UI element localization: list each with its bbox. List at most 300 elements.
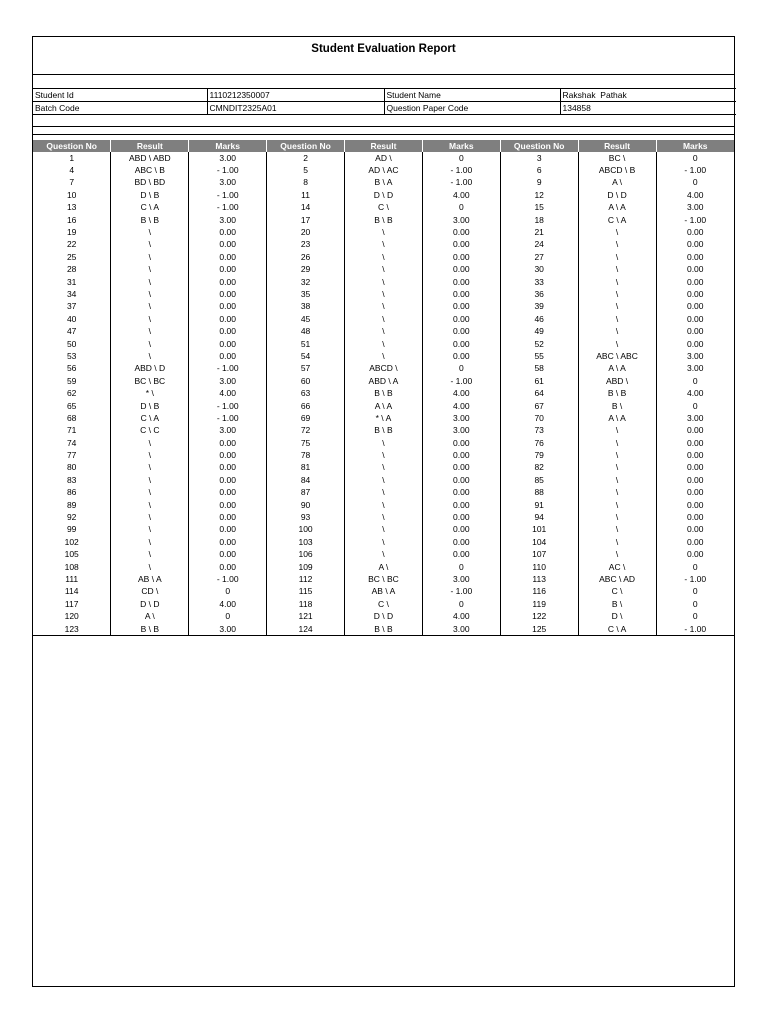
result-cell: C \: [345, 598, 423, 610]
marks-cell: 0.00: [656, 276, 734, 288]
column-header: Question No: [500, 140, 578, 152]
question-no-cell: 121: [267, 610, 345, 622]
divider: [33, 134, 734, 135]
question-no-cell: 32: [267, 276, 345, 288]
marks-cell: 0.00: [189, 511, 267, 523]
result-cell: \: [578, 325, 656, 337]
result-cell: \: [111, 301, 189, 313]
question-no-cell: 124: [267, 623, 345, 636]
marks-cell: 3.00: [189, 177, 267, 189]
paper-code-value: 134858: [560, 102, 736, 115]
result-cell: \: [345, 449, 423, 461]
question-no-cell: 114: [33, 586, 111, 598]
question-no-cell: 122: [500, 610, 578, 622]
marks-cell: 3.00: [656, 363, 734, 375]
table-row: [33, 202, 734, 214]
marks-cell: 4.00: [189, 387, 267, 399]
result-cell: B \ B: [345, 387, 423, 399]
marks-cell: 0.00: [422, 226, 500, 238]
results-table: [33, 140, 734, 636]
result-cell: * \ A: [345, 412, 423, 424]
question-no-cell: 75: [267, 437, 345, 449]
marks-cell: 0.00: [656, 462, 734, 474]
result-cell: \: [345, 511, 423, 523]
result-cell: \: [578, 474, 656, 486]
question-no-cell: 39: [500, 301, 578, 313]
report-title: Student Evaluation Report: [311, 43, 456, 55]
marks-cell: 0.00: [422, 499, 500, 511]
marks-cell: 0.00: [189, 251, 267, 263]
result-cell: \: [578, 536, 656, 548]
result-cell: BC \ BC: [111, 375, 189, 387]
result-cell: D \ D: [578, 189, 656, 201]
marks-cell: 0.00: [656, 449, 734, 461]
marks-cell: 0.00: [422, 288, 500, 300]
marks-cell: 0.00: [656, 474, 734, 486]
question-no-cell: 81: [267, 462, 345, 474]
result-cell: \: [578, 338, 656, 350]
question-no-cell: 109: [267, 561, 345, 573]
marks-cell: 0.00: [656, 338, 734, 350]
result-cell: BD \ BD: [111, 177, 189, 189]
marks-cell: 0.00: [422, 449, 500, 461]
question-no-cell: 30: [500, 264, 578, 276]
result-cell: \: [111, 325, 189, 337]
question-no-cell: 123: [33, 623, 111, 636]
report-frame: [32, 36, 735, 987]
question-no-cell: 14: [267, 202, 345, 214]
result-cell: * \: [111, 387, 189, 399]
question-no-cell: 61: [500, 375, 578, 387]
result-cell: C \: [578, 586, 656, 598]
marks-cell: 3.00: [422, 623, 500, 636]
marks-cell: 3.00: [656, 202, 734, 214]
question-no-cell: 47: [33, 325, 111, 337]
result-cell: \: [111, 474, 189, 486]
question-no-cell: 8: [267, 177, 345, 189]
results-header-row: [33, 140, 734, 152]
marks-cell: 0: [422, 202, 500, 214]
question-no-cell: 100: [267, 524, 345, 536]
marks-cell: 3.00: [422, 412, 500, 424]
question-no-cell: 90: [267, 499, 345, 511]
question-no-cell: 10: [33, 189, 111, 201]
question-no-cell: 56: [33, 363, 111, 375]
result-cell: A \ A: [578, 363, 656, 375]
question-no-cell: 57: [267, 363, 345, 375]
marks-cell: 0.00: [656, 524, 734, 536]
result-cell: \: [111, 524, 189, 536]
question-no-cell: 65: [33, 400, 111, 412]
marks-cell: - 1.00: [189, 400, 267, 412]
marks-cell: 0.00: [189, 264, 267, 276]
question-no-cell: 36: [500, 288, 578, 300]
marks-cell: - 1.00: [656, 214, 734, 226]
result-cell: \: [345, 325, 423, 337]
question-no-cell: 35: [267, 288, 345, 300]
question-no-cell: 83: [33, 474, 111, 486]
marks-cell: 0: [656, 375, 734, 387]
marks-cell: - 1.00: [422, 164, 500, 176]
table-row: [33, 449, 734, 461]
table-row: [33, 251, 734, 263]
marks-cell: 0.00: [189, 288, 267, 300]
result-cell: \: [111, 313, 189, 325]
marks-cell: - 1.00: [656, 573, 734, 585]
result-cell: ABD \ D: [111, 363, 189, 375]
question-no-cell: 20: [267, 226, 345, 238]
marks-cell: - 1.00: [189, 189, 267, 201]
question-no-cell: 18: [500, 214, 578, 226]
marks-cell: 0.00: [422, 487, 500, 499]
question-no-cell: 33: [500, 276, 578, 288]
marks-cell: 3.00: [189, 375, 267, 387]
result-cell: \: [578, 251, 656, 263]
result-cell: \: [111, 487, 189, 499]
marks-cell: 0.00: [189, 437, 267, 449]
column-header: Result: [111, 140, 189, 152]
result-cell: ABC \ ABC: [578, 350, 656, 362]
marks-cell: 3.00: [656, 412, 734, 424]
question-no-cell: 113: [500, 573, 578, 585]
marks-cell: 4.00: [656, 189, 734, 201]
result-cell: B \ B: [345, 214, 423, 226]
marks-cell: 0.00: [189, 561, 267, 573]
result-cell: \: [578, 487, 656, 499]
result-cell: \: [578, 449, 656, 461]
table-row: [33, 338, 734, 350]
question-no-cell: 120: [33, 610, 111, 622]
question-no-cell: 19: [33, 226, 111, 238]
question-no-cell: 7: [33, 177, 111, 189]
marks-cell: 0.00: [656, 499, 734, 511]
result-cell: D \ D: [345, 189, 423, 201]
marks-cell: 0.00: [656, 313, 734, 325]
table-row: [33, 511, 734, 523]
question-no-cell: 24: [500, 239, 578, 251]
result-cell: AD \ AC: [345, 164, 423, 176]
question-no-cell: 26: [267, 251, 345, 263]
marks-cell: 0.00: [189, 449, 267, 461]
marks-cell: 0: [656, 598, 734, 610]
result-cell: \: [345, 338, 423, 350]
result-cell: \: [578, 511, 656, 523]
marks-cell: 3.00: [189, 425, 267, 437]
table-row: [33, 239, 734, 251]
result-cell: B \ B: [345, 623, 423, 636]
marks-cell: 0.00: [656, 325, 734, 337]
batch-code-value: CMNDIT2325A01: [207, 102, 384, 115]
question-no-cell: 38: [267, 301, 345, 313]
result-cell: \: [111, 226, 189, 238]
question-no-cell: 74: [33, 437, 111, 449]
question-no-cell: 89: [33, 499, 111, 511]
result-cell: ABC \ AD: [578, 573, 656, 585]
question-no-cell: 94: [500, 511, 578, 523]
question-no-cell: 91: [500, 499, 578, 511]
result-cell: \: [578, 499, 656, 511]
result-cell: B \ B: [578, 387, 656, 399]
table-row: [33, 189, 734, 201]
question-no-cell: 58: [500, 363, 578, 375]
result-cell: \: [111, 549, 189, 561]
column-header: Marks: [656, 140, 734, 152]
question-no-cell: 101: [500, 524, 578, 536]
question-no-cell: 110: [500, 561, 578, 573]
question-no-cell: 87: [267, 487, 345, 499]
marks-cell: 3.00: [422, 573, 500, 585]
question-no-cell: 52: [500, 338, 578, 350]
question-no-cell: 34: [33, 288, 111, 300]
result-cell: A \: [345, 561, 423, 573]
marks-cell: 0: [422, 598, 500, 610]
marks-cell: 0.00: [422, 511, 500, 523]
question-no-cell: 104: [500, 536, 578, 548]
result-cell: D \ B: [111, 400, 189, 412]
marks-cell: 0.00: [189, 487, 267, 499]
question-no-cell: 4: [33, 164, 111, 176]
divider: [33, 74, 734, 75]
question-no-cell: 64: [500, 387, 578, 399]
marks-cell: 0.00: [189, 462, 267, 474]
table-row: [33, 226, 734, 238]
result-cell: D \ D: [111, 598, 189, 610]
question-no-cell: 49: [500, 325, 578, 337]
marks-cell: 0.00: [189, 313, 267, 325]
result-cell: \: [345, 301, 423, 313]
question-no-cell: 54: [267, 350, 345, 362]
marks-cell: 0.00: [656, 425, 734, 437]
marks-cell: 0.00: [189, 474, 267, 486]
marks-cell: 0.00: [422, 276, 500, 288]
marks-cell: 0.00: [656, 264, 734, 276]
result-cell: \: [111, 350, 189, 362]
question-no-cell: 2: [267, 152, 345, 164]
result-cell: \: [111, 561, 189, 573]
question-no-cell: 23: [267, 239, 345, 251]
result-cell: \: [111, 499, 189, 511]
result-cell: \: [345, 276, 423, 288]
question-no-cell: 118: [267, 598, 345, 610]
marks-cell: 0.00: [422, 325, 500, 337]
result-cell: C \ C: [111, 425, 189, 437]
marks-cell: 0.00: [422, 264, 500, 276]
result-cell: \: [345, 499, 423, 511]
result-cell: D \ D: [345, 610, 423, 622]
marks-cell: 0.00: [656, 511, 734, 523]
question-no-cell: 99: [33, 524, 111, 536]
result-cell: \: [578, 264, 656, 276]
marks-cell: 0: [422, 363, 500, 375]
result-cell: C \ A: [578, 623, 656, 636]
column-header: Question No: [33, 140, 111, 152]
question-no-cell: 5: [267, 164, 345, 176]
marks-cell: - 1.00: [656, 623, 734, 636]
result-cell: \: [345, 474, 423, 486]
result-cell: \: [111, 462, 189, 474]
student-name-label: Student Name: [384, 89, 560, 102]
column-header: Result: [578, 140, 656, 152]
question-no-cell: 1: [33, 152, 111, 164]
question-no-cell: 25: [33, 251, 111, 263]
paper-code-label: Question Paper Code: [384, 102, 560, 115]
result-cell: ABCD \: [345, 363, 423, 375]
result-cell: B \ B: [111, 623, 189, 636]
marks-cell: 0.00: [189, 499, 267, 511]
table-row: [33, 350, 734, 362]
result-cell: \: [111, 276, 189, 288]
question-no-cell: 119: [500, 598, 578, 610]
result-cell: ABD \ ABD: [111, 152, 189, 164]
result-cell: B \ B: [111, 214, 189, 226]
question-no-cell: 73: [500, 425, 578, 437]
question-no-cell: 63: [267, 387, 345, 399]
marks-cell: 0: [656, 152, 734, 164]
question-no-cell: 85: [500, 474, 578, 486]
marks-cell: 0.00: [189, 536, 267, 548]
question-no-cell: 78: [267, 449, 345, 461]
marks-cell: 0.00: [656, 239, 734, 251]
marks-cell: - 1.00: [656, 164, 734, 176]
result-cell: \: [345, 264, 423, 276]
table-row: [33, 561, 734, 573]
question-no-cell: 86: [33, 487, 111, 499]
marks-cell: 0: [656, 177, 734, 189]
marks-cell: 0.00: [422, 462, 500, 474]
column-header: Result: [345, 140, 423, 152]
question-no-cell: 107: [500, 549, 578, 561]
student-name-value: Rakshak Pathak: [560, 89, 736, 102]
result-cell: \: [345, 536, 423, 548]
table-row: [33, 313, 734, 325]
marks-cell: - 1.00: [189, 202, 267, 214]
question-no-cell: 111: [33, 573, 111, 585]
marks-cell: 0.00: [656, 536, 734, 548]
table-row: [33, 623, 734, 636]
result-cell: AB \ A: [111, 573, 189, 585]
table-row: [33, 301, 734, 313]
result-cell: \: [345, 524, 423, 536]
question-no-cell: 80: [33, 462, 111, 474]
question-no-cell: 77: [33, 449, 111, 461]
marks-cell: 0.00: [422, 251, 500, 263]
result-cell: \: [345, 239, 423, 251]
table-row: [33, 474, 734, 486]
batch-code-label: Batch Code: [33, 102, 207, 115]
marks-cell: 0.00: [189, 226, 267, 238]
question-no-cell: 60: [267, 375, 345, 387]
marks-cell: 3.00: [656, 350, 734, 362]
question-no-cell: 68: [33, 412, 111, 424]
marks-cell: 4.00: [422, 400, 500, 412]
marks-cell: 4.00: [189, 598, 267, 610]
result-cell: \: [111, 251, 189, 263]
marks-cell: 0.00: [422, 350, 500, 362]
table-row: [33, 264, 734, 276]
question-no-cell: 53: [33, 350, 111, 362]
table-row: [33, 437, 734, 449]
info-row: [33, 89, 736, 102]
result-cell: \: [578, 425, 656, 437]
table-row: [33, 586, 734, 598]
result-cell: \: [578, 524, 656, 536]
marks-cell: 0.00: [422, 549, 500, 561]
result-cell: \: [111, 437, 189, 449]
result-cell: \: [345, 437, 423, 449]
marks-cell: 0: [189, 610, 267, 622]
question-no-cell: 103: [267, 536, 345, 548]
result-cell: C \: [345, 202, 423, 214]
marks-cell: 0.00: [422, 536, 500, 548]
table-row: [33, 598, 734, 610]
table-row: [33, 177, 734, 189]
result-cell: B \: [578, 400, 656, 412]
marks-cell: 0.00: [422, 474, 500, 486]
result-cell: BC \ BC: [345, 573, 423, 585]
marks-cell: 0.00: [422, 313, 500, 325]
marks-cell: 0.00: [422, 301, 500, 313]
table-row: [33, 610, 734, 622]
question-no-cell: 48: [267, 325, 345, 337]
question-no-cell: 51: [267, 338, 345, 350]
table-row: [33, 152, 734, 164]
result-cell: \: [111, 511, 189, 523]
question-no-cell: 59: [33, 375, 111, 387]
question-no-cell: 79: [500, 449, 578, 461]
marks-cell: - 1.00: [422, 375, 500, 387]
result-cell: \: [111, 239, 189, 251]
marks-cell: 4.00: [422, 387, 500, 399]
marks-cell: 0.00: [656, 301, 734, 313]
result-cell: AD \: [345, 152, 423, 164]
result-cell: \: [345, 226, 423, 238]
result-cell: B \ B: [345, 425, 423, 437]
marks-cell: 0.00: [189, 325, 267, 337]
question-no-cell: 69: [267, 412, 345, 424]
marks-cell: 3.00: [189, 623, 267, 636]
result-cell: \: [578, 288, 656, 300]
marks-cell: 0.00: [189, 350, 267, 362]
marks-cell: 0.00: [422, 437, 500, 449]
question-no-cell: 71: [33, 425, 111, 437]
result-cell: \: [578, 239, 656, 251]
result-cell: ABD \ A: [345, 375, 423, 387]
divider: [33, 126, 734, 127]
marks-cell: 0: [422, 561, 500, 573]
result-cell: ABD \: [578, 375, 656, 387]
result-cell: C \ A: [111, 412, 189, 424]
result-cell: \: [345, 313, 423, 325]
table-row: [33, 425, 734, 437]
result-cell: C \ A: [111, 202, 189, 214]
table-row: [33, 536, 734, 548]
table-row: [33, 549, 734, 561]
result-cell: CD \: [111, 586, 189, 598]
question-no-cell: 3: [500, 152, 578, 164]
question-no-cell: 102: [33, 536, 111, 548]
table-row: [33, 524, 734, 536]
table-row: [33, 400, 734, 412]
table-row: [33, 412, 734, 424]
question-no-cell: 88: [500, 487, 578, 499]
marks-cell: 0: [656, 400, 734, 412]
result-cell: \: [578, 301, 656, 313]
result-cell: \: [578, 462, 656, 474]
marks-cell: - 1.00: [189, 363, 267, 375]
table-row: [33, 462, 734, 474]
question-no-cell: 84: [267, 474, 345, 486]
question-no-cell: 117: [33, 598, 111, 610]
